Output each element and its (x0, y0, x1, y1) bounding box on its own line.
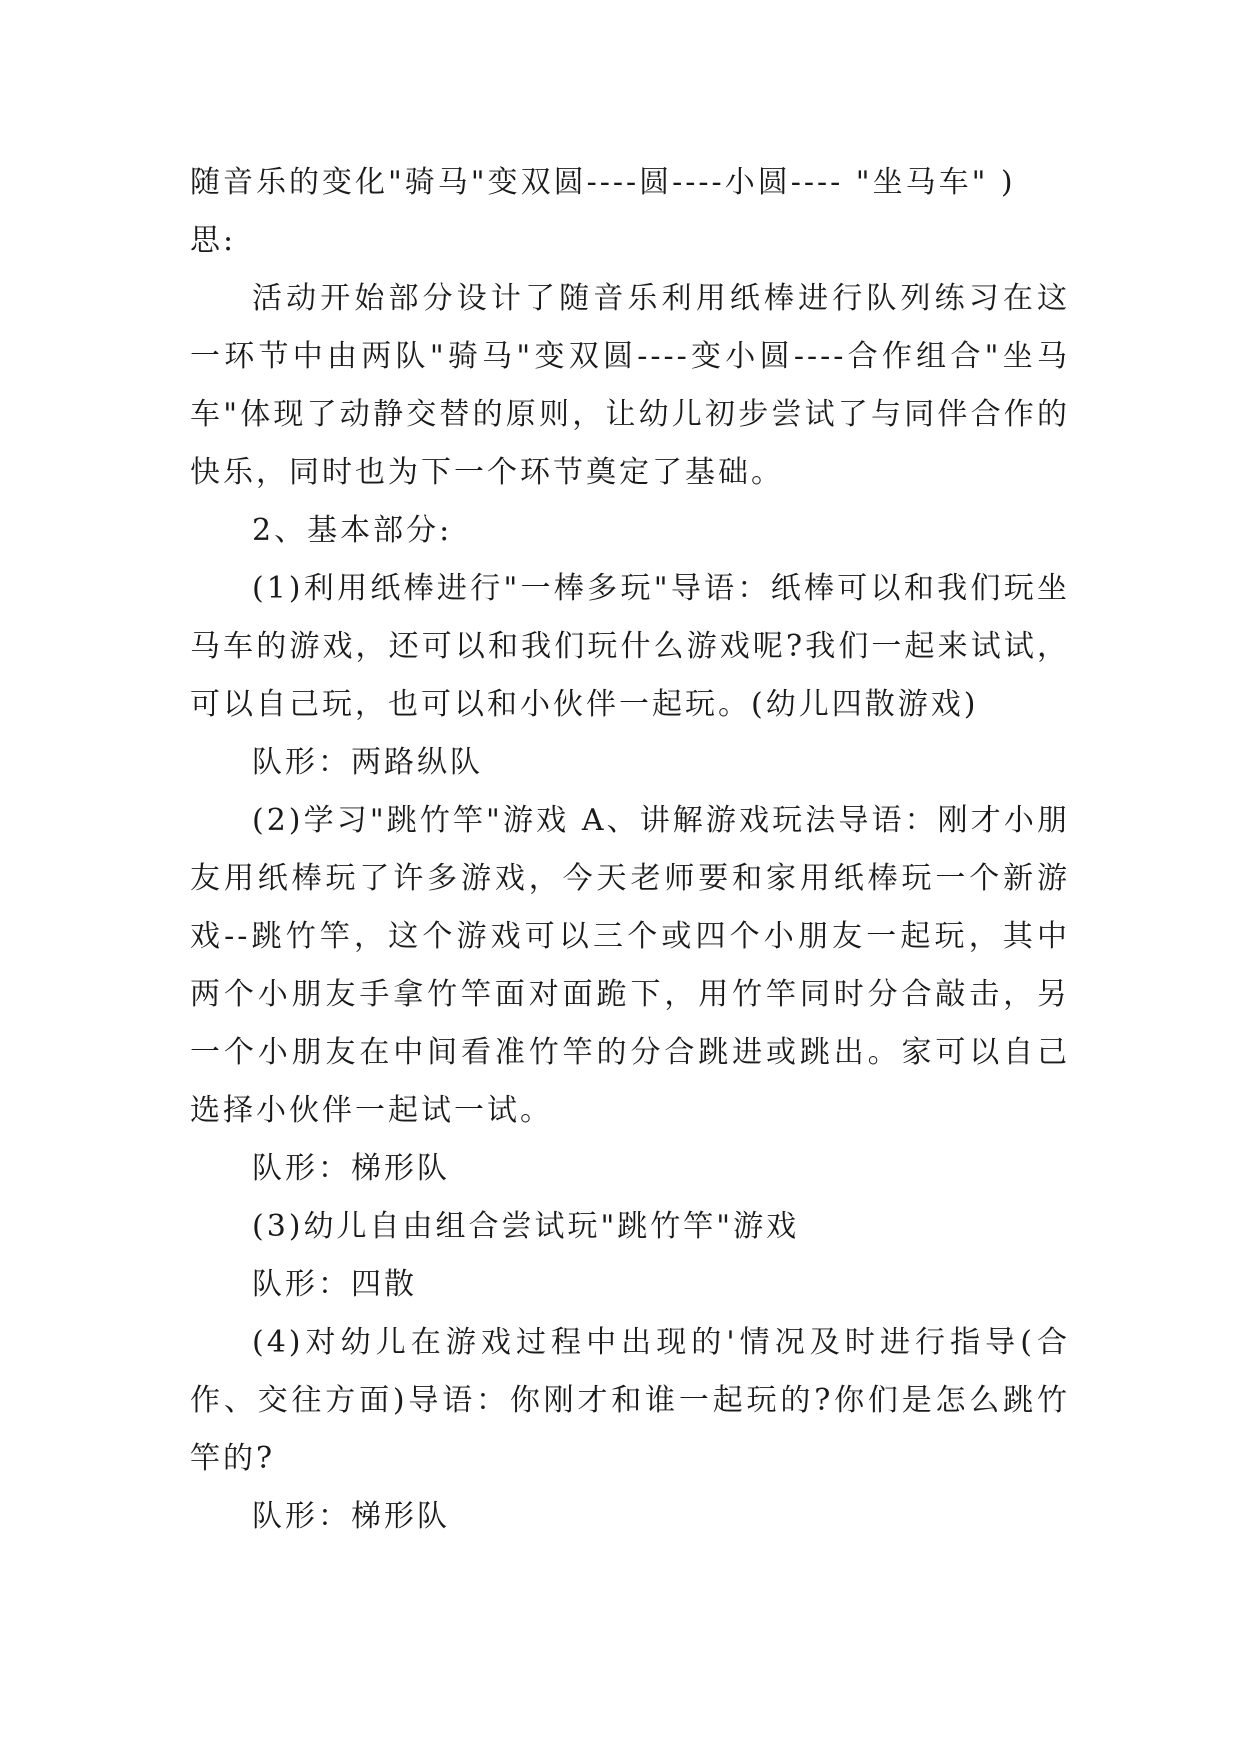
paragraph: 活动开始部分设计了随音乐利用纸棒进行队列练习在这一环节中由两队"骑马"变双圆----变小圆----合作组合"坐马车"体现了动静交替的原则，让幼儿初步尝试了与同伴合作的快乐，同时也为下一个环节奠定了基础。 (190, 281, 1070, 490)
formation-line: 队形：四散 (252, 1267, 417, 1302)
formation-line: 队形：梯形队 (252, 1499, 450, 1534)
section-heading: 2、基本部分: (252, 513, 453, 548)
document-body (190, 154, 1070, 1546)
formation-line: 队形：梯形队 (252, 1151, 450, 1186)
paragraph: 随音乐的变化"骑马"变双圆----圆----小圆---- "坐马车" ) (190, 165, 1016, 200)
paragraph: 思: (190, 223, 237, 258)
paragraph: (1)利用纸棒进行"一棒多玩"导语：纸棒可以和我们玩坐马车的游戏，还可以和我们玩什么游戏呢?我们一起来试试，可以自己玩，也可以和小伙伴一起玩。(幼儿四散游戏) (190, 571, 1070, 722)
paragraph: (2)学习"跳竹竿"游戏 A、讲解游戏玩法导语：刚才小朋友用纸棒玩了许多游戏，今天老师要和家用纸棒玩一个新游戏--跳竹竿，这个游戏可以三个或四个小朋友一起玩，其中两个小朋友手拿竹竿面对面跪下，用竹竿同时分合敲击，另一个小朋友在中间看准竹竿的分合跳进或跳出。家可以自己选择小伙伴一起试一试。 (190, 803, 1070, 1128)
paragraph: (4)对幼儿在游戏过程中出现的'情况及时进行指导(合作、交往方面)导语：你刚才和谁一起玩的?你们是怎么跳竹竿的? (190, 1325, 1070, 1476)
formation-line: 队形：两路纵队 (252, 745, 483, 780)
paragraph: (3)幼儿自由组合尝试玩"跳竹竿"游戏 (252, 1209, 800, 1244)
